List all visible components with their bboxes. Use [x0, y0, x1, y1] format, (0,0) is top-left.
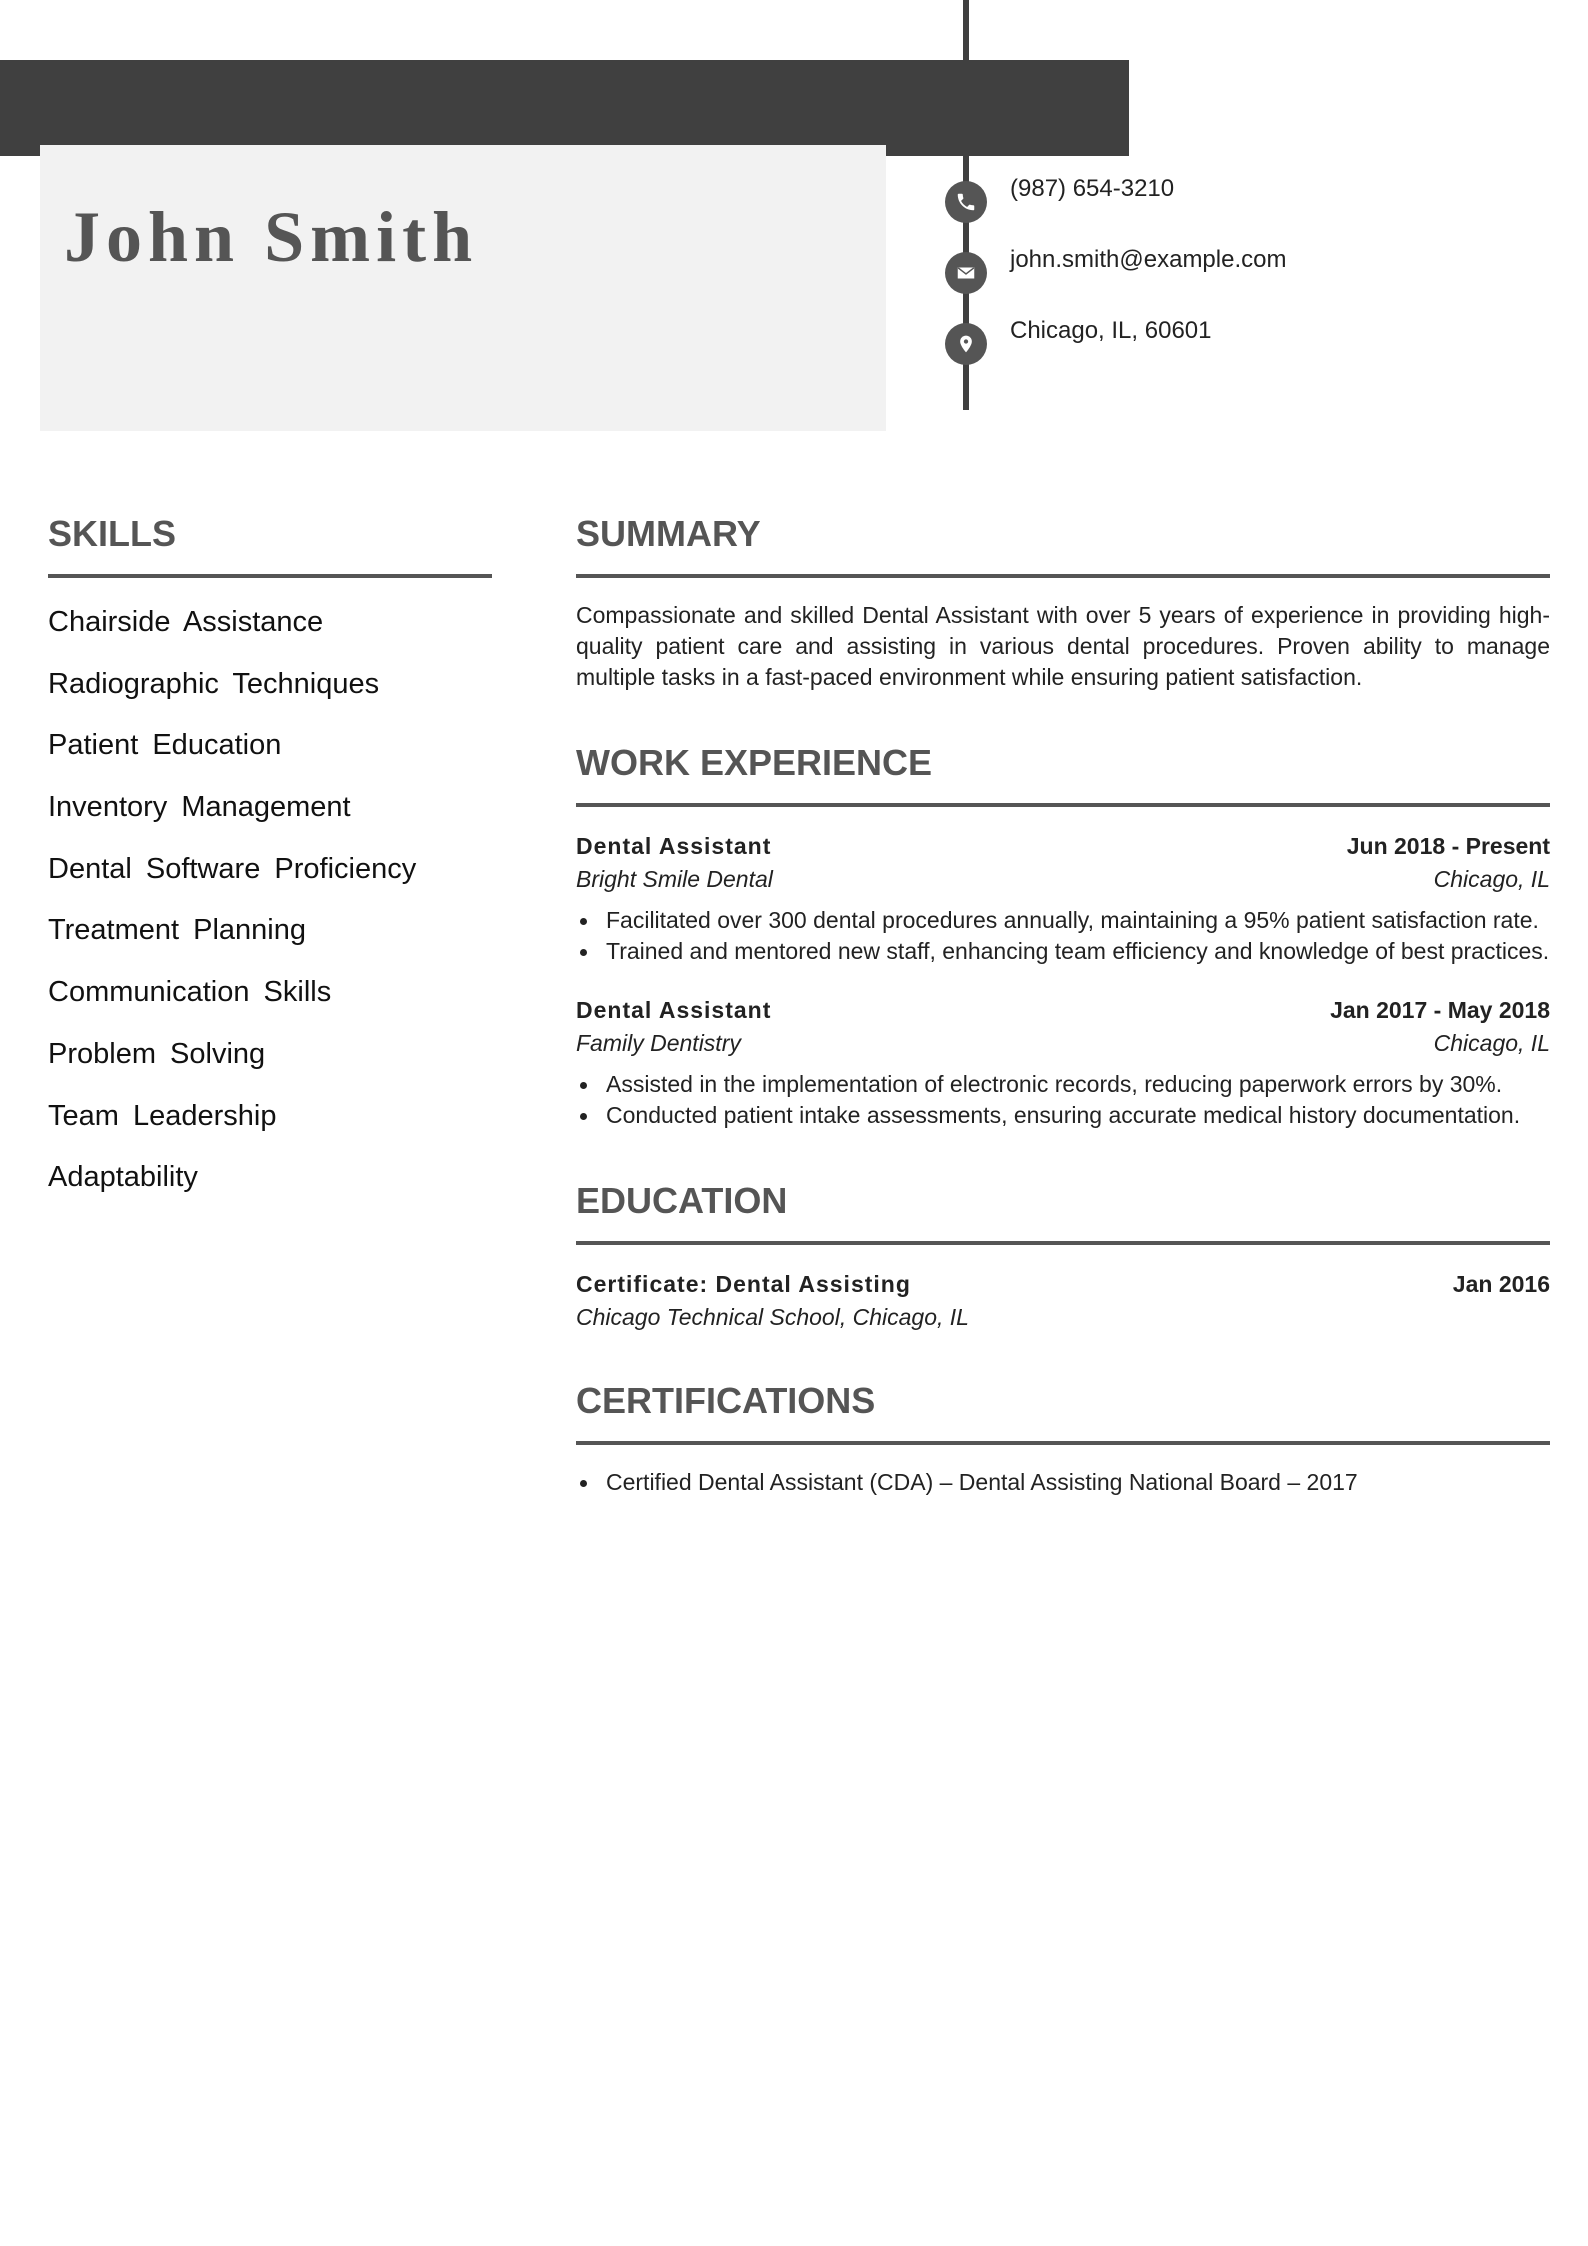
- main-column: [576, 512, 1550, 1498]
- job-location: Chicago, IL: [1433, 1030, 1550, 1056]
- skill-item: Chairside Assistance: [48, 606, 324, 638]
- phone-text: (987) 654-3210: [1010, 175, 1175, 202]
- experience-title: WORK EXPERIENCE: [576, 742, 933, 783]
- phone-icon: [945, 181, 987, 223]
- job-title: Dental Assistant: [576, 997, 772, 1023]
- certifications-divider: [576, 1441, 1550, 1445]
- skills-divider: [48, 574, 492, 578]
- job-bullet: Conducted patient intake assessments, ensuring accurate medical history documentation.: [576, 1100, 1550, 1131]
- education-entry: [576, 1271, 1550, 1331]
- certification-item: Certified Dental Assistant (CDA) – Dental Assisting National Board – 2017: [576, 1467, 1550, 1498]
- skill-item: Communication Skills: [48, 976, 332, 1009]
- summary-section: [576, 512, 1550, 693]
- skill-item: Problem Solving: [48, 1037, 266, 1070]
- skill-item: Dental Software Proficiency: [48, 852, 417, 885]
- skills-title: SKILLS: [48, 513, 177, 554]
- job-company: Bright Smile Dental: [576, 866, 773, 892]
- location-text: Chicago, IL, 60601: [1010, 317, 1212, 344]
- job-bullet: Trained and mentored new staff, enhancing team efficiency and knowledge of best practices.: [576, 936, 1550, 967]
- location-pin-icon: [945, 323, 987, 365]
- job-dates: Jan 2017 - May 2018: [1330, 997, 1550, 1023]
- experience-section: [576, 741, 1550, 1131]
- certifications-list: [576, 1467, 1550, 1498]
- job-title: Dental Assistant: [576, 833, 772, 859]
- job-dates: Jun 2018 - Present: [1346, 833, 1550, 859]
- job-company: Family Dentistry: [576, 1030, 741, 1056]
- header-bar: [0, 60, 1129, 156]
- certifications-title: CERTIFICATIONS: [576, 1380, 876, 1421]
- skills-list: [48, 596, 492, 1213]
- envelope-icon: [945, 252, 987, 294]
- name-panel: [40, 145, 886, 431]
- job-location: Chicago, IL: [1433, 866, 1550, 892]
- skill-item: Radiographic Techniques: [48, 667, 380, 700]
- degree-title: Certificate: Dental Assisting: [576, 1271, 911, 1297]
- experience-divider: [576, 803, 1550, 807]
- skill-item: Adaptability: [48, 1161, 198, 1194]
- summary-text: Compassionate and skilled Dental Assistant with over 5 years of experience in providing high-quality patient care and assisting in various dental procedures. Proven ability to manage multiple tasks in a fast-paced environment while ensuring patient satisfaction.: [576, 602, 1550, 690]
- skill-item: Team Leadership: [48, 1099, 277, 1132]
- skill-item: Treatment Planning: [48, 914, 307, 947]
- school-name: Chicago Technical School, Chicago, IL: [576, 1304, 969, 1330]
- job-bullet: Assisted in the implementation of electronic records, reducing paperwork errors by 30%.: [576, 1069, 1550, 1100]
- certifications-section: [576, 1379, 1550, 1498]
- summary-title: SUMMARY: [576, 513, 761, 554]
- candidate-name: John Smith: [64, 197, 479, 277]
- skill-item: Patient Education: [48, 729, 282, 762]
- skill-item: Inventory Management: [48, 791, 351, 824]
- summary-divider: [576, 574, 1550, 578]
- education-title: EDUCATION: [576, 1180, 788, 1221]
- job-bullets: [576, 905, 1550, 967]
- job-bullet: Facilitated over 300 dental procedures annually, maintaining a 95% patient satisfaction rate.: [576, 905, 1550, 936]
- skills-section: [48, 512, 492, 1213]
- education-date: Jan 2016: [1452, 1271, 1550, 1297]
- email-text: john.smith@example.com: [1010, 246, 1287, 273]
- education-divider: [576, 1241, 1550, 1245]
- job-bullets: [576, 1069, 1550, 1131]
- job-entry: [576, 833, 1550, 967]
- education-section: [576, 1179, 1550, 1331]
- job-entry: [576, 997, 1550, 1131]
